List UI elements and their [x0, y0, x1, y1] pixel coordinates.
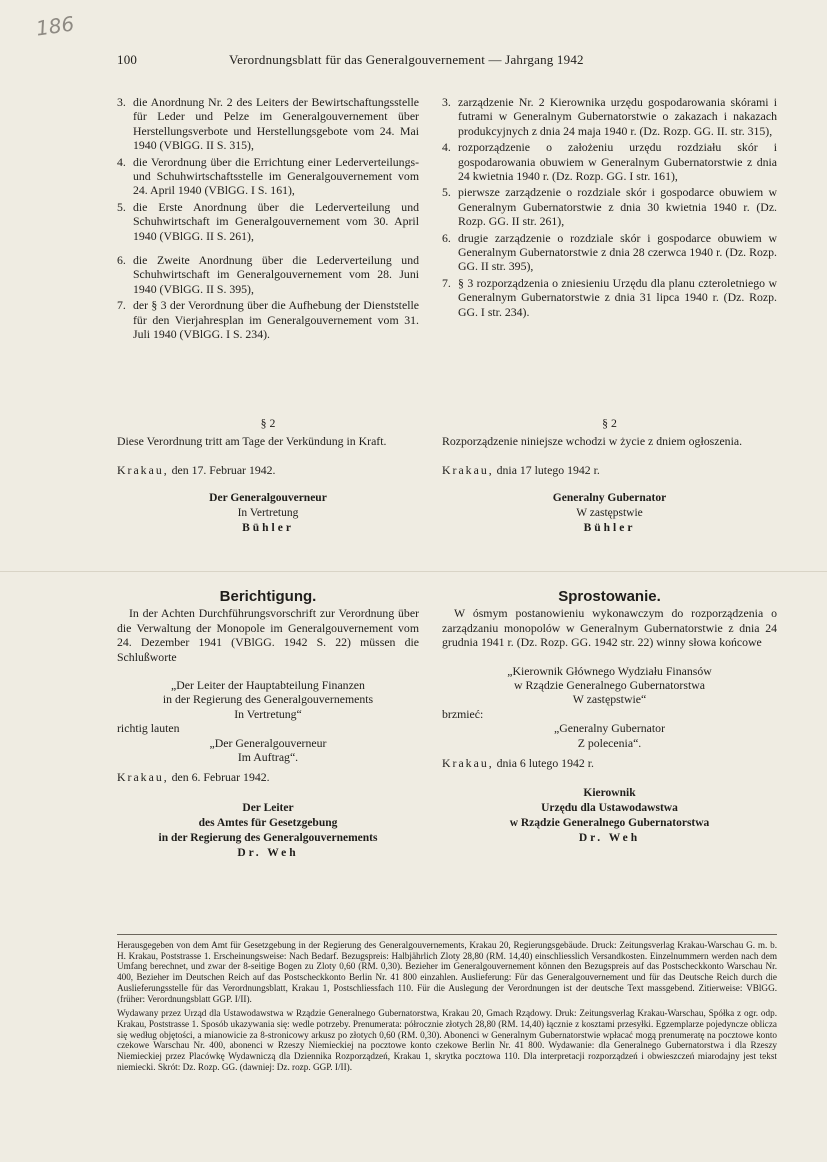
- section-heading: Sprostowanie.: [558, 588, 661, 605]
- imprint-polish: Wydawany przez Urząd dla Ustawodawstwa w Rządzie Generalnego Gubernatorstwa, Krakau 20, Gmach Rządowy. Druk: Zeitungsverlag Krakau-Warschau, Spółka z ogr. odp. Krakau, Poststrasse 1. Sposób ukazywania się: wedle potrzeby. Prenumerata: półrocznie złotych 28,80 (RM. 14,40) łącznie z kosztami przesyłki. Egzemplarze pojedyncze oblicza się według objętości, a mianowicie za 8-stronicowy arkusz po złotych 0,60 (RM. 0,30). Abonenci w Generalnym Gubernatorstwie wpłacać mogą prenumeratę na pocztowe konto czekowe Warschau Nr. 400, abonenci w Rzeszy Niemieckiej na pocztowe konto czekowe Berlin Nr. 41 800. Wydawanie: dla Generalnego Gubernatorstwa i dla Rzeszy Niemieckiej przez Placówkę Wydawniczą dla Dziennika Rozporządzeń, Krakau 1, skrytka pocztowa 110. Dla interpretacji rozporządzeń i obwieszczeń miarodajny jest tekst niemiecki. Skrót: Dz. Rozp. GG. (dawniej: Dz. rozp. GGP. I/II).: [117, 1008, 777, 1072]
- polish-column: [442, 95, 777, 321]
- list-item: 3. zarządzenie Nr. 2 Kierownika urzędu gospodarowania skórami i futrami w Generalnym Gubernatorstwie o zakazach i nakazach produkcyjnych z dnia 24 maja 1940 r. (Dz. Rozp. GG. II. str. 315),: [442, 95, 777, 138]
- publisher-imprint: [117, 940, 777, 1076]
- date-line: Krakau, dnia 17 lutego 1942 r.: [442, 462, 600, 477]
- signature-block: Kierownik Urzędu dla Ustawodawstwa w Rządzie Generalnego Gubernatorstwa Dr. Weh: [509, 787, 710, 845]
- date-line: Krakau, dnia 6 lutego 1942 r.: [442, 756, 594, 771]
- quoted-old-wording: „Der Leiter der Hauptabteilung Finanzen in der Regierung des Generalgouvernements In Vertretung“: [162, 678, 374, 721]
- handwritten-annotation: 186: [34, 11, 76, 41]
- list-item: 6. drugie zarządzenie o rozdziale skór i gospodarce obuwiem w Generalnym Gubernatorstwie z dnia 28 czerwca 1940 r. (Dz. Rozp. GG. II str. 395),: [442, 230, 777, 274]
- signature-block: Der Generalgouverneur In Vertretung Bühler: [209, 492, 327, 535]
- berichtigung-section: [117, 590, 419, 861]
- page-number: 100: [117, 52, 138, 67]
- section-mark: § 2: [260, 416, 276, 430]
- list-item: 5. pierwsze zarządzenie o rozdziale skór i gospodarce obuwiem w Generalnym Gubernatorstwie z dnia 30 kwietnia 1940 r. (Dz. Rozp. GG. II str. 261),: [442, 185, 777, 229]
- list-item: 7. § 3 rozporządzenia o zniesieniu Urzędu dla planu czteroletniego w Generalnym Gubernatorstwie z dnia 31 lipca 1940 r. (Dz. Rozp. GG. I str. 234).: [442, 275, 777, 319]
- section-text: Diese Verordnung tritt am Tage der Verkündung in Kraft.: [117, 434, 387, 449]
- section-heading: Berichtigung.: [219, 588, 317, 605]
- section-text: Rozporządzenie niniejsze wchodzi w życie z dniem ogłoszenia.: [442, 434, 743, 449]
- page-fold-divider: [0, 571, 827, 572]
- correction-intro: In der Achten Durchführungsvorschrift zur Verordnung über die Verwaltung der Monopole im Generalgouvernement vom 24. Dezember 1941 (VBlGG. 1942 S. 22) müssen die Schlußworte: [117, 606, 419, 664]
- date-line: Krakau, den 6. Februar 1942.: [117, 770, 270, 785]
- footer-rule: [117, 934, 777, 935]
- richtig-label: richtig lauten: [117, 721, 180, 736]
- signature-block: Der Leiter des Amtes für Gesetzgebung in der Regierung des Generalgouvernements Dr. Weh: [158, 801, 378, 859]
- section-mark: § 2: [602, 416, 617, 430]
- polish-closing: [442, 416, 777, 536]
- date-line: Krakau, den 17. Februar 1942.: [117, 462, 276, 477]
- list-item: 3. die Anordnung Nr. 2 des Leiters der Bewirtschaftungsstelle für Leder und Pelze im Generalgouvernement über Herstellungsverbote und Herstellungsgebote vom 24. Mai 1940 (VBlGG. II S. 315),: [117, 95, 419, 153]
- quoted-new-wording: „Generalny Gubernator Z polecenia“.: [553, 721, 666, 750]
- list-item: 7. der § 3 der Verordnung über die Aufhebung der Dienststelle für den Vierjahresplan im Generalgouvernement vom 31. Juli 1940 (VBlGG. I S. 234).: [117, 298, 419, 342]
- sprostowanie-section: [442, 590, 777, 846]
- signature-block: Generalny Gubernator W zastępstwie Bühler: [552, 492, 667, 535]
- brzmiec-label: brzmieć:: [442, 706, 484, 721]
- quoted-old-wording: „Kierownik Głównego Wydziału Finansów w Rządzie Generalnego Gubernatorstwa W zastępstwie“: [507, 663, 712, 707]
- correction-intro: W ósmym postanowieniu wykonawczym do rozporządzenia o zarządzaniu monopolów w Generalnym Gubernatorstwie z dnia 24 grudnia 1941 r. (Dz. Rozp. GG. 1942 str. 22) winny słowa końcowe: [442, 606, 777, 650]
- list-item: 6. die Zweite Anordnung über die Lederverteilung und Schuhwirtschaft im Generalgouvernement vom 28. Juni 1940 (VBlGG. II S. 395),: [117, 253, 419, 296]
- publication-title: Verordnungsblatt für das Generalgouvernement — Jahrgang 1942: [229, 52, 584, 67]
- german-closing: [117, 416, 419, 536]
- list-item: 5. die Erste Anordnung über die Lederverteilung und Schuhwirtschaft im Generalgouvernement vom 30. April 1940 (VBlGG. II S. 261),: [117, 199, 419, 243]
- quoted-new-wording: „Der Generalgouverneur Im Auftrag“.: [209, 735, 327, 765]
- list-item: 4. die Verordnung über die Errichtung einer Lederverteilungs- und Schuhwirtschaftsstelle im Generalgouvernement vom 24. April 1940 (VBlGG. I S. 161),: [117, 154, 419, 198]
- list-item: 4. rozporządzenie o założeniu urzędu rozdziału skór i gospodarowania obuwiem w Generalnym Gubernatorstwie z dnia 24 kwietnia 1940 r. (Dz. Rozp. GG. I str. 161),: [442, 140, 777, 184]
- imprint-german: Herausgegeben von dem Amt für Gesetzgebung in der Regierung des Generalgouvernements, Krakau 20, Regierungsgebäude. Druck: Zeitungsverlag Krakau-Warschau G. m. b. H. Krakau, Poststrasse 1. Erscheinungsweise: Nach Bedarf. Bezugspreis: Halbjährlich Zloty 28,80 (RM. 14,40) einschliesslich Versandkosten. Einzelnummern werden nach dem Umfang berechnet, und zwar der 8-seitige Bogen zu Zloty 0,60 (RM. 0,30). Bezieher im Generalgouvernement können den Bezugspreis auf das Postscheckkonto Warschau Nr. 400, Bezieher im Deutschen Reich auf das Postscheckkonto Berlin Nr. 41 800 einzahlen. Auslieferung: Für das Generalgouvernement und für das Deutsche Reich durch die Auslieferungsstelle für das Verordnungsblatt, Krakau 1, Postschliessfach 110. Für die Auslegung der Verordnungen ist der deutsche Text massgebend. Zitierweise: VBlGG. (früher: Verordnungsblatt GGP. I/II).: [117, 940, 777, 1004]
- german-column: [117, 95, 419, 344]
